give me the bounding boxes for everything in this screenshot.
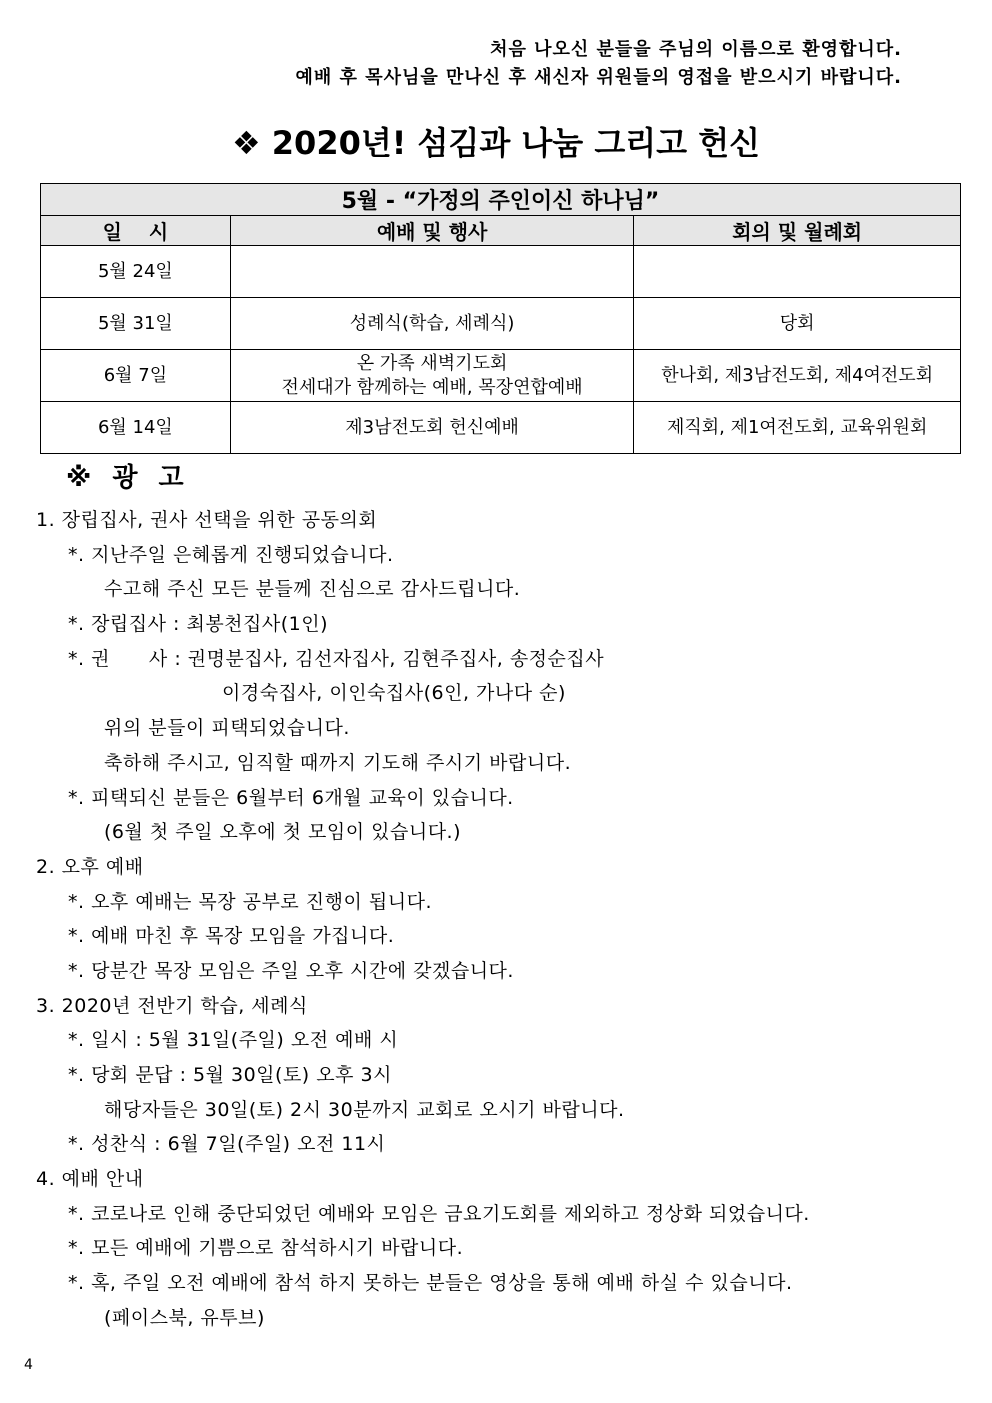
announcement-line: 4. 예배 안내 bbox=[36, 1168, 144, 1191]
announcement-line: (페이스북, 유투브) bbox=[104, 1306, 265, 1329]
announcement-line: 3. 2020년 전반기 학습, 세례식 bbox=[36, 994, 308, 1017]
announcement-line: 수고해 주신 모든 분들께 진심으로 감사드립니다. bbox=[104, 578, 521, 601]
month-theme: 5월 - “가정의 주인이신 하나님” bbox=[41, 184, 961, 216]
announcement-line: *. 코로나로 인해 중단되었던 예배와 모임은 금요기도회를 제외하고 정상화 되었습니다. bbox=[68, 1202, 810, 1225]
announcements-title: ※ 광 고 bbox=[66, 463, 190, 493]
header-event: 예배 및 행사 bbox=[230, 216, 634, 246]
schedule-row bbox=[41, 298, 961, 350]
announcement-line: 위의 분들이 피택되었습니다. bbox=[104, 717, 350, 740]
row-event bbox=[230, 402, 634, 454]
row-meeting: 당회 bbox=[634, 298, 961, 350]
announcement-line: 해당자들은 30일(토) 2시 30분까지 교회로 오시기 바랍니다. bbox=[104, 1098, 625, 1121]
row-event-line: 제3남전도회 헌신예배 bbox=[345, 416, 519, 438]
announcement-line: *. 피택되신 분들은 6월부터 6개월 교육이 있습니다. bbox=[68, 786, 514, 809]
announcement-line: *. 오후 예배는 목장 공부로 진행이 됩니다. bbox=[68, 890, 432, 913]
announcement-line: *. 일시 : 5월 31일(주일) 오전 예배 시 bbox=[68, 1029, 399, 1052]
row-date: 6월 7일 bbox=[41, 350, 231, 402]
row-event bbox=[230, 246, 634, 298]
row-event-line: 성례식(학습, 세례식) bbox=[349, 312, 515, 334]
schedule-header-row bbox=[41, 216, 961, 246]
row-event bbox=[230, 298, 634, 350]
row-date: 5월 24일 bbox=[41, 246, 231, 298]
announcement-line: *. 장립집사 : 최봉천집사(1인) bbox=[68, 613, 329, 636]
announcement-line: *. 지난주일 은혜롭게 진행되었습니다. bbox=[68, 543, 394, 566]
schedule-row bbox=[41, 350, 961, 402]
row-meeting bbox=[634, 246, 961, 298]
announcement-line: 1. 장립집사, 권사 선택을 위한 공동의회 bbox=[36, 509, 378, 531]
row-event-line: 온 가족 새벽기도회 bbox=[356, 352, 508, 374]
announcement-line: *. 당분간 목장 모임은 주일 오후 시간에 갖겠습니다. bbox=[68, 959, 514, 982]
page-number: 4 bbox=[24, 1357, 33, 1373]
announcement-line: *. 권 사 : 권명분집사, 김선자집사, 김현주집사, 송정순집사 bbox=[68, 647, 605, 670]
announcement-line: *. 당회 문답 : 5월 30일(토) 오후 3시 bbox=[68, 1064, 392, 1086]
announcement-line: *. 예배 마친 후 목장 모임을 가집니다. bbox=[68, 925, 395, 948]
announcement-line: *. 성찬식 : 6월 7일(주일) 오전 11시 bbox=[68, 1133, 386, 1156]
announcements-list bbox=[36, 505, 810, 1338]
welcome-line-1: 처음 나오신 분들을 주님의 이름으로 환영합니다. bbox=[490, 39, 902, 60]
welcome-line-2: 예배 후 목사님을 만나신 후 새신자 위원들의 영접을 받으시기 바랍니다. bbox=[295, 67, 902, 88]
page-title: ❖ 2020년! 섬김과 나눔 그리고 헌신 bbox=[231, 124, 761, 162]
announcement-line: 이경숙집사, 이인숙집사(6인, 가나다 순) bbox=[222, 682, 566, 705]
announcement-line: 2. 오후 예배 bbox=[36, 855, 144, 878]
row-meeting: 한나회, 제3남전도회, 제4여전도회 bbox=[634, 350, 961, 402]
schedule-table bbox=[40, 183, 961, 454]
row-date: 5월 31일 bbox=[41, 298, 231, 350]
announcement-line: *. 혹, 주일 오전 예배에 참석 하지 못하는 분들은 영상을 통해 예배 하실 수 있습니다. bbox=[68, 1272, 793, 1295]
row-event bbox=[230, 350, 634, 402]
announcement-line: (6월 첫 주일 오후에 첫 모임이 있습니다.) bbox=[104, 821, 462, 844]
announcement-line: *. 모든 예배에 기쁨으로 참석하시기 바랍니다. bbox=[68, 1237, 464, 1260]
header-meeting: 회의 및 월례회 bbox=[634, 216, 961, 246]
row-date: 6월 14일 bbox=[41, 402, 231, 454]
row-meeting: 제직회, 제1여전도회, 교육위원회 bbox=[634, 402, 961, 454]
schedule-row bbox=[41, 402, 961, 454]
announcement-line: 축하해 주시고, 임직할 때까지 기도해 주시기 바랍니다. bbox=[104, 751, 572, 774]
row-event-line: 전세대가 함께하는 예배, 목장연합예배 bbox=[281, 376, 583, 398]
schedule-row bbox=[41, 246, 961, 298]
header-date: 일 시 bbox=[41, 216, 231, 246]
welcome-message bbox=[296, 36, 903, 92]
